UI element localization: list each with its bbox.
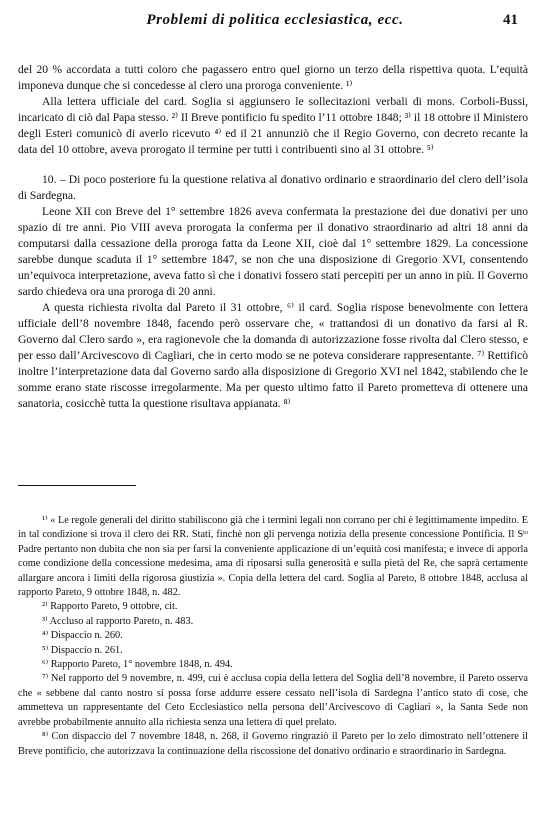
page-header: [0, 12, 550, 34]
paragraph: Leone XII con Breve del 1° settembre 1826 aveva confermata la prestazione dei due donativi per uno spazio di tre anni. Pio VIII aveva prorogata la conferma per il donativo straordinario ad altri 18 anni da computarsi dalla cessazione della proroga fatta da Leone XII, cioè dal 1° settembre 1829. La concessione sarebbe dunque scaduta il 1° settembre 1847, se non che una disposizione di Gregorio XVI, consentendo un’equivoca interpretazione, aveva fatto sì che i donativi fossero stati percepiti per un anno in più. Il Governo sardo chiedeva ora una proroga di 20 anni.: [18, 205, 528, 298]
footnote: ⁷⁾ Nel rapporto del 9 novembre, n. 499, cui è acclusa copia della lettera del Soglia dell’8 novembre, il Pareto osserva che « sebbene dal canto nostro si possa forse addurre essere cessato nell’isola di Sardegna l’antico stato di cose, che ammetteva un rappresentante del Ceto Ecclesiastico nella persona dell’Arcivescovo di Cagliari », la Santa Sede non avrebbe probabilmente annuito alla richiesta senza una lettera di quel prelato.: [18, 673, 528, 728]
footnote: ⁶⁾ Rapporto Pareto, 1° novembre 1848, n. 494.: [42, 659, 233, 671]
footnote: ³⁾ Accluso al rapporto Pareto, n. 483.: [42, 615, 194, 627]
footnote-separator: [18, 485, 136, 486]
footnote: ¹⁾ « Le regole generali del diritto stabiliscono già che i termini legali non corrano per chi è legittimamente impedito. E in tal condizione si trova il clero dei RR. Stati, finchè non gli pervenga notizia della presente concessione Pontificia. Il Sᵗᵒ Padre pertanto non dubita che non sia per farsi la conveniente applicazione di un’equità così manifesta; e invece di apporla come condizione della concessione medesima, ama di riposarsi sulla generosità e sulla pietà del Re, che saprà certamente allargare ancora i limiti della rigorosa giustizia ». Copia della lettera del card. Soglia al Pareto, 8 ottobre 1848, acclusa al rapporto Pareto, 9 ottobre 1848, n. 482.: [18, 515, 528, 599]
page-number: 41: [503, 12, 518, 28]
footnote: ⁴⁾ Dispaccio n. 260.: [42, 630, 123, 642]
footnote: ⁸⁾ Con dispaccio del 7 novembre 1848, n. 268, il Governo ringraziò il Pareto per lo zelo dimostrato nell’ottenere il Breve pontificio, che autorizzava la continuazione della riscossione del donativo ordinario e straordinario in Sardegna.: [18, 731, 528, 757]
paragraph: A questa richiesta rivolta dal Pareto il 31 ottobre, ⁶⁾ il card. Soglia rispose benevolmente con lettera ufficiale dell’8 novembre 1848, facendo però osservare che, « trattandosi di un donativo da farsi al R. Governo dal Clero sardo », era ragionevole che la domanda di autorizzazione fosse rivolta dal Clero stesso, e per esso dall’Arcivescovo di Cagliari, che in certo modo se ne poteva considerare rappresentante. ⁷⁾ Rettificò inoltre l’interpretazione data dal Governo sardo alla disposizione di Gregorio XVI nel 1842, stabilendo che le somme erano state riscosse irregolarmente. Ma per questo ultimo fatto il Pareto prometteva di ottenere una sanatoria, cosicchè tutta la questione risultava appianata. ⁸⁾: [18, 301, 528, 410]
paragraph: del 20 % accordata a tutti coloro che pagassero entro quel giorno un terzo della rispettiva quota. L’equità imponeva dunque che si concedesse al clero una proroga conveniente. ¹⁾: [18, 63, 528, 92]
footnote: ²⁾ Rapporto Pareto, 9 ottobre, cit.: [42, 601, 178, 613]
footnote: ⁵⁾ Dispaccio n. 261.: [42, 644, 123, 656]
footnotes: [18, 514, 528, 759]
running-title: Problemi di politica ecclesiastica, ecc.: [146, 12, 404, 28]
section-heading-paragraph: 10. – Di poco posteriore fu la questione relativa al donativo ordinario e straordinario del clero dell’isola di Sardegna.: [18, 173, 528, 202]
body-text: [18, 62, 528, 412]
paragraph: Alla lettera ufficiale del card. Soglia si aggiunsero le sollecitazioni verbali di mons. Corboli-Bussi, incaricato di ciò dal Papa stesso. ²⁾ Il Breve pontificio fu spedito l’11 ottobre 1848; ³⁾ il 18 ottobre il Ministero degli Esteri comunicò di averlo ricevuto ⁴⁾ ed il 21 annunziò che il Regio Governo, con decreto recante la data del 10 ottobre, aveva prorogato il termine per tutti i contribuenti sino al 31 ottobre. ⁵⁾: [18, 95, 528, 156]
